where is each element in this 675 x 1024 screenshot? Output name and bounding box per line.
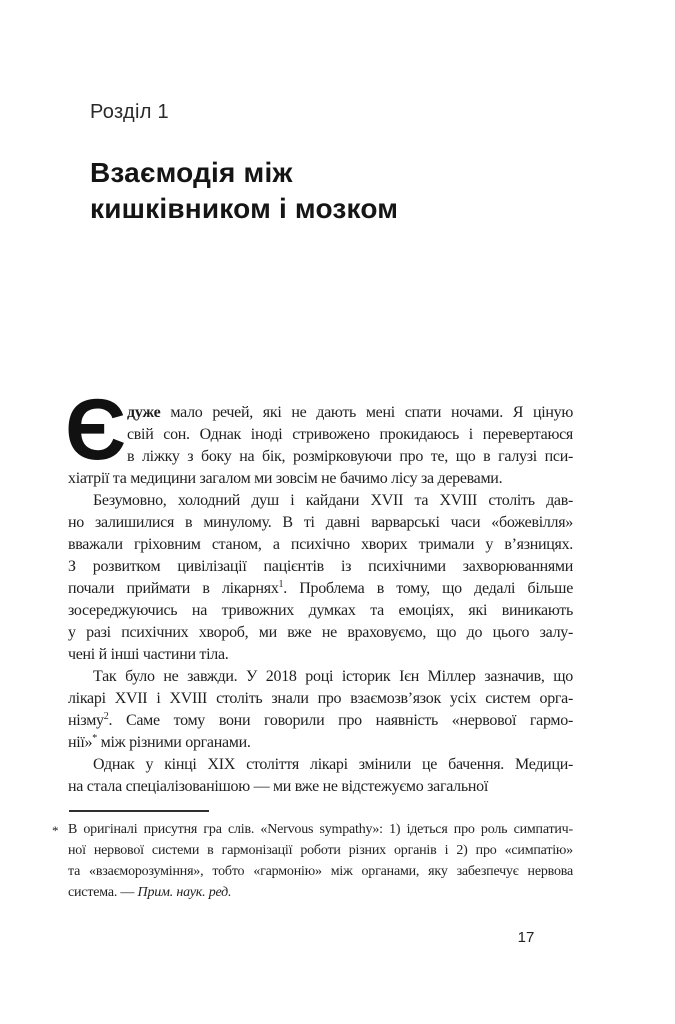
drop-cap: Є (65, 382, 126, 478)
footnote-separator (69, 810, 209, 812)
paragraph (68, 666, 573, 754)
text-line: свій сон. Однак іноді стривожено прокидаюсь і перевертаюся (127, 426, 573, 443)
text-line: у разі психічних хвороб, ми вже не враховуємо, що до цього залу- (68, 624, 573, 641)
text-line: почали приймати в лікарнях$^1$. Проблема в тому, що дедалі більше (68, 579, 573, 597)
text-line: чені й інші частини тіла. (68, 646, 229, 663)
title-line-2: кишківником і мозком (90, 193, 399, 224)
text-line: система. — Прим. наук. ред. (68, 885, 232, 900)
text-line: но залишилися в минулому. В ті давні варварські часи «божевілля» (68, 514, 573, 531)
text-line: дуже мало речей, які не дають мені спати ночами. Я ціную (127, 404, 573, 421)
body-text (65, 382, 573, 798)
text-line: вважали гріховним станом, а психічно хворих тримали у в’язницях. (68, 536, 573, 553)
footnote (52, 819, 573, 903)
title-line-1: Взаємодія між (90, 157, 293, 188)
chapter-label: Розділ 1 (90, 101, 169, 123)
text-line: зосереджуючись на тривожних думках та емоціях, які виникають (68, 602, 573, 619)
text-line: на стала спеціалізованішою — ми вже не відстежуємо загальної (68, 778, 488, 795)
text-line: Так було не завжди. У 2018 році історик Ієн Міллер зазначив, що (93, 668, 573, 685)
text-line: нії»* між різними органами. (68, 733, 251, 751)
paragraph (68, 754, 573, 798)
paragraph (68, 490, 573, 666)
page-number: 17 (517, 929, 535, 946)
text-line: хіатрії та медицини загалом ми зовсім не бачимо лісу за деревами. (68, 470, 503, 487)
text-line: Однак у кінці XIX століття лікарі змінили це бачення. Медици- (93, 756, 573, 773)
text-line: та «взаєморозуміння», тобто «гармонію» між органами, яку забезпечує нервова (68, 864, 573, 879)
paragraph (65, 382, 573, 490)
footnote-marker: * (52, 823, 59, 838)
text-line: З розвитком цивілізації пацієнтів із психічними захворюваннями (68, 558, 573, 575)
footnote-lines (68, 819, 573, 903)
text-line: лікарі XVII і XVIII століть знали про взаємозв’язок усіх систем орга- (68, 690, 573, 707)
page-title (90, 155, 398, 227)
text-line: Безумовно, холодний душ і кайдани XVII та XVIII століть дав- (93, 492, 573, 509)
text-line: в ліжку з боку на бік, розмірковуючи про те, що в галузі пси- (127, 448, 573, 465)
text-line: нізму$^2$. Саме тому вони говорили про наявність «нервової гармо- (68, 711, 573, 729)
text-line: ної нервової системи в гармонізації роботи різних органів і 2) про «симпатію» (68, 843, 573, 858)
text-line: В оригіналі присутня гра слів. «Nervous sympathy»: 1) ідеться про роль симпатич- (68, 822, 573, 837)
